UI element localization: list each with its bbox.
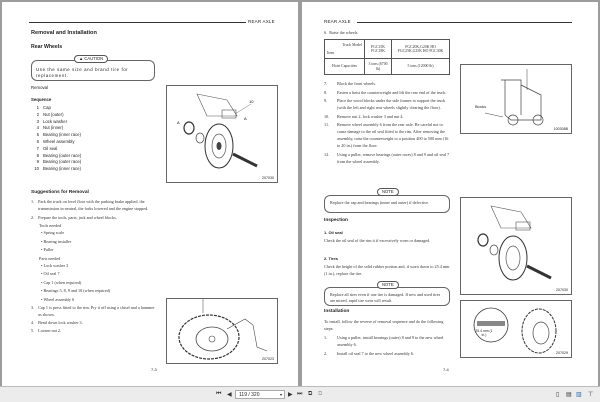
step-item [324, 151, 451, 165]
item-label: Oil seal [43, 145, 58, 151]
removal-steps [324, 80, 451, 166]
step-6: 6. Raise the wheels. [324, 30, 359, 35]
tool-label: Puller [43, 247, 54, 252]
part-item: • Wheel assembly 6 [41, 296, 75, 302]
note-box [324, 195, 450, 213]
item-label: Nut (outer) [43, 111, 64, 117]
item-label: Cap [43, 105, 51, 110]
figure-id: 207030 [556, 288, 568, 292]
step-4: Bend down lock washer 3. [38, 320, 83, 325]
note-box-2 [324, 287, 450, 306]
step-6-text: Raise the wheels. [329, 30, 359, 35]
svg-text:10: 10 [249, 99, 254, 104]
step-text: Remove wheel assembly 6 from the rear axle. Be careful not to cause damage to the oil seal fitted to the rim. After removing the assembly, raise the counterweight to a position 400 to 500 mm (16 to 20 in.) from the floor. [337, 122, 449, 148]
continuous-view-icon[interactable]: ▤ [566, 392, 572, 398]
viewer-toolbar [0, 386, 600, 402]
hoist-capacity-table [324, 39, 450, 75]
step-2: Prepare the tools, parts, jack and wheel blocks. [38, 215, 117, 220]
tires-text: Check the height of the solid rubber portion and, if worn down to 25.4 mm (1 in.), replace the tire. [324, 264, 450, 276]
sequence-item [31, 132, 81, 139]
part-label: Lock washer 3 [43, 262, 69, 268]
next-page-icon[interactable]: ▶ [288, 392, 293, 398]
removal-heading: Removal [31, 85, 48, 90]
note-tag: NOTE [377, 281, 399, 289]
header-rule [357, 22, 572, 23]
step-number: 12. [324, 151, 330, 157]
part-item: • Oil seal 7 [41, 271, 60, 276]
sequence-item [31, 125, 81, 132]
item-number: 8 [36, 152, 39, 158]
paste-icon[interactable]: ⧉ [318, 391, 323, 397]
item-label: Bearing (inner race) [43, 166, 81, 172]
copy-icon[interactable]: ⧉ [308, 391, 313, 397]
tools-list [41, 229, 157, 255]
header-truck-model: Truck Model [342, 42, 362, 47]
step-text: Place the wood blocks under the side frames to support the truck (with the left and right rear wheels slightly clearing the floor). [337, 98, 446, 110]
tools-needed-label: Tools needed [39, 223, 62, 228]
tool-label: Spring scale [43, 230, 65, 235]
section-title: Removal and Installation [31, 30, 97, 36]
part-label: Wheel assembly 6 [43, 296, 75, 302]
step-5: Loosen nut 2. [38, 328, 62, 333]
right-page [302, 2, 598, 386]
first-page-icon[interactable]: ⏮ [216, 391, 222, 397]
item-number: 4 [36, 125, 39, 131]
part-label: Cap 1 (when required) [43, 279, 82, 285]
figure-id: 100308B [553, 127, 568, 131]
suggestions-steps: 1. Park the truck on level floor with the parking brake applied, the transmission in neutral, the forks lowered and the engine stopped. 2. Prepare the tools, parts, jack and wheel blocks. Tools needed • Spring scale • Bearing installer • Puller Parts needed • Lock washer 3 • Oil seal 7 • Cap 1 (when required) • Bearings 5, 8, 9 and 10 (when required) • Wheel assembly 6 3. Cap 1 is press fitted to the rim. Pry it off using a chisel and a hammer as shown. 4. Bend down lock washer 3. 5. Loosen nut 2. [31, 198, 157, 334]
step-text: Block the front wheels. [337, 81, 377, 86]
sequence-item [31, 112, 81, 119]
blocks-label: Blocks [475, 105, 487, 109]
step-item [324, 89, 451, 96]
caution-tag [74, 55, 108, 63]
note-text: Replace all tires even if one tire is damaged. If new and used tires are mixed, rapid tire wear will result. [330, 292, 441, 303]
sequence-item [31, 153, 81, 160]
page-number: 7-4 [443, 367, 449, 372]
sequence-item [31, 166, 81, 173]
subsection-title: Rear Wheels [31, 44, 63, 50]
item-label: Bearing (inner race) [43, 132, 81, 138]
wheel-exploded-illustration [461, 198, 571, 294]
step-text: Fasten a hoist the counterweight and lift the rear end of the truck. [337, 89, 447, 95]
step-number: 9. [324, 98, 328, 103]
item-label: Bearing (outer race) [43, 152, 82, 158]
header-item: Item [327, 51, 334, 55]
oil-seal-heading: 1. Oil seal [324, 230, 343, 235]
item-number: 9 [36, 159, 39, 165]
caution-text: Use the same size and brand tire for replacement. [36, 67, 129, 78]
fit-view-icon[interactable]: ⊤ [588, 392, 594, 398]
step-number: 1. [324, 335, 328, 340]
sequence-item [31, 159, 81, 166]
two-page-view-icon[interactable]: ▥ [576, 392, 582, 398]
oil-seal-text: Check the oil seal of the rim it if excessively worn or damaged. [324, 238, 431, 243]
step-item [324, 97, 451, 111]
step-item [324, 350, 451, 357]
part-item: • Bearings 5, 8, 9 and 10 (when required) [41, 288, 111, 293]
item-number: 10 [34, 166, 39, 172]
step-text: Using a puller, remove bearings (outer races) 8 and 9 and oil seal 7 from the wheel assembly. [337, 151, 450, 164]
page-number-field[interactable] [235, 390, 285, 399]
tool-item: • Puller [41, 247, 54, 252]
step-item [324, 121, 451, 149]
item-number: 5 [36, 132, 39, 138]
item-number: 2 [36, 111, 39, 117]
forklift-illustration [461, 65, 571, 133]
sequence-item [31, 146, 81, 153]
parts-needed-label: Parts needed [39, 255, 61, 261]
sequence-heading: Sequence [31, 97, 52, 102]
forklift-blocks-figure [460, 64, 572, 134]
step-item [324, 113, 451, 120]
part-label: Oil seal 7 [43, 271, 60, 276]
caution-label: CAUTION [84, 56, 104, 61]
part-label: Bearings 5, 8, 9 and 10 (when required) [43, 288, 111, 293]
tool-item: • Bearing installer [41, 238, 72, 244]
svg-text:A: A [244, 116, 247, 121]
sequence-list [31, 105, 81, 173]
sequence-item [31, 119, 81, 126]
page-number-value: 119 / 320 [239, 392, 260, 398]
sequence-item [31, 139, 81, 146]
running-header: REAR AXLE [248, 19, 275, 24]
part-item: • Lock washer 3 [41, 262, 69, 268]
chisel-tire-illustration [167, 299, 277, 363]
header-col1: FGC15K FGC18K [365, 40, 392, 59]
item-number: 7 [36, 145, 39, 151]
header-col2: FGC20K,G20K HO FGC25K,G25K HO FGC30K [392, 40, 450, 59]
caution-box [31, 60, 155, 81]
step-number: 2. [324, 350, 328, 356]
left-page [2, 2, 298, 386]
header-rule [29, 22, 246, 23]
sequence-item [31, 105, 81, 112]
item-label: Lock washer [43, 118, 68, 124]
step-number: 8. [324, 89, 328, 95]
item-number: 6 [36, 138, 39, 144]
exploded-wheel-figure [460, 197, 572, 295]
exploded-wheel-figure [166, 85, 278, 183]
item-number: 3 [36, 118, 39, 124]
tool-label: Bearing installer [43, 238, 72, 244]
tool-item: • Spring scale [41, 230, 65, 235]
table-corner-cell [325, 40, 365, 59]
item-number: 1 [36, 105, 39, 110]
cell-value: 3 tons (6700 lb) [365, 59, 392, 75]
step-text: Install oil seal 7 to the new wheel assembly 6. [337, 350, 414, 356]
running-header: REAR AXLE [324, 19, 351, 24]
step-text: Remove nut 2, lock washer 3 and nut 4. [337, 113, 404, 119]
note-text: Replace the cap and bearings (inner and outer) if defective. [330, 200, 430, 205]
warning-icon: ▲ [79, 56, 85, 61]
page-number: 7-3 [151, 367, 157, 372]
parts-list [41, 262, 157, 305]
row-label: Hoist Capacities [325, 59, 365, 75]
item-label: Wheel assembly [43, 138, 75, 144]
step-3: Cap 1 is press fitted to the rim. Pry it off using a chisel and a hammer as shown. [38, 305, 155, 317]
tires-heading: 2. Tires [324, 256, 338, 261]
installation-heading: Installation [324, 309, 350, 314]
item-label: Bearing (outer race) [43, 159, 82, 165]
figure-id: 207029 [556, 351, 568, 355]
dimension-label: 25.4 mm (1 in.) [475, 329, 493, 337]
cap-removal-figure [166, 298, 278, 364]
suggestions-heading: Suggestions for Removal [31, 190, 89, 195]
step-number: 7. [324, 81, 328, 86]
chevron-down-icon[interactable]: ▾ [279, 392, 282, 397]
item-label: Nut (inner) [43, 125, 64, 131]
step-number: 11. [324, 122, 330, 127]
note-tag: NOTE [377, 188, 399, 196]
wheel-exploded-illustration [167, 86, 277, 182]
installation-intro: To install, follow the reverse of removal sequence and do the following steps: [324, 319, 444, 331]
tire-wear-figure [460, 300, 572, 358]
figure-id: 207030 [262, 176, 274, 180]
part-item: • Cap 1 (when required) [41, 279, 82, 285]
step-item [324, 334, 451, 348]
inspection-heading: Inspection [324, 218, 348, 223]
single-page-view-icon[interactable]: ▯ [556, 392, 560, 398]
step-text: Using a puller, install bearings (outer) 8 and 9 to the new wheel assembly 6. [337, 335, 444, 347]
step-item [324, 80, 451, 87]
last-page-icon[interactable]: ⏭ [297, 391, 303, 397]
step-1: Park the truck on level floor with the parking brake applied, the transmission in neutral, the forks lowered and the engine stopped. [38, 199, 149, 211]
step-number: 10. [324, 113, 330, 119]
svg-text:A: A [177, 120, 180, 125]
figure-id: 207023 [262, 357, 274, 361]
previous-page-icon[interactable]: ◀ [227, 392, 232, 398]
installation-steps [324, 334, 451, 358]
cell-value: 5 tons (12000 lb) [392, 59, 450, 75]
